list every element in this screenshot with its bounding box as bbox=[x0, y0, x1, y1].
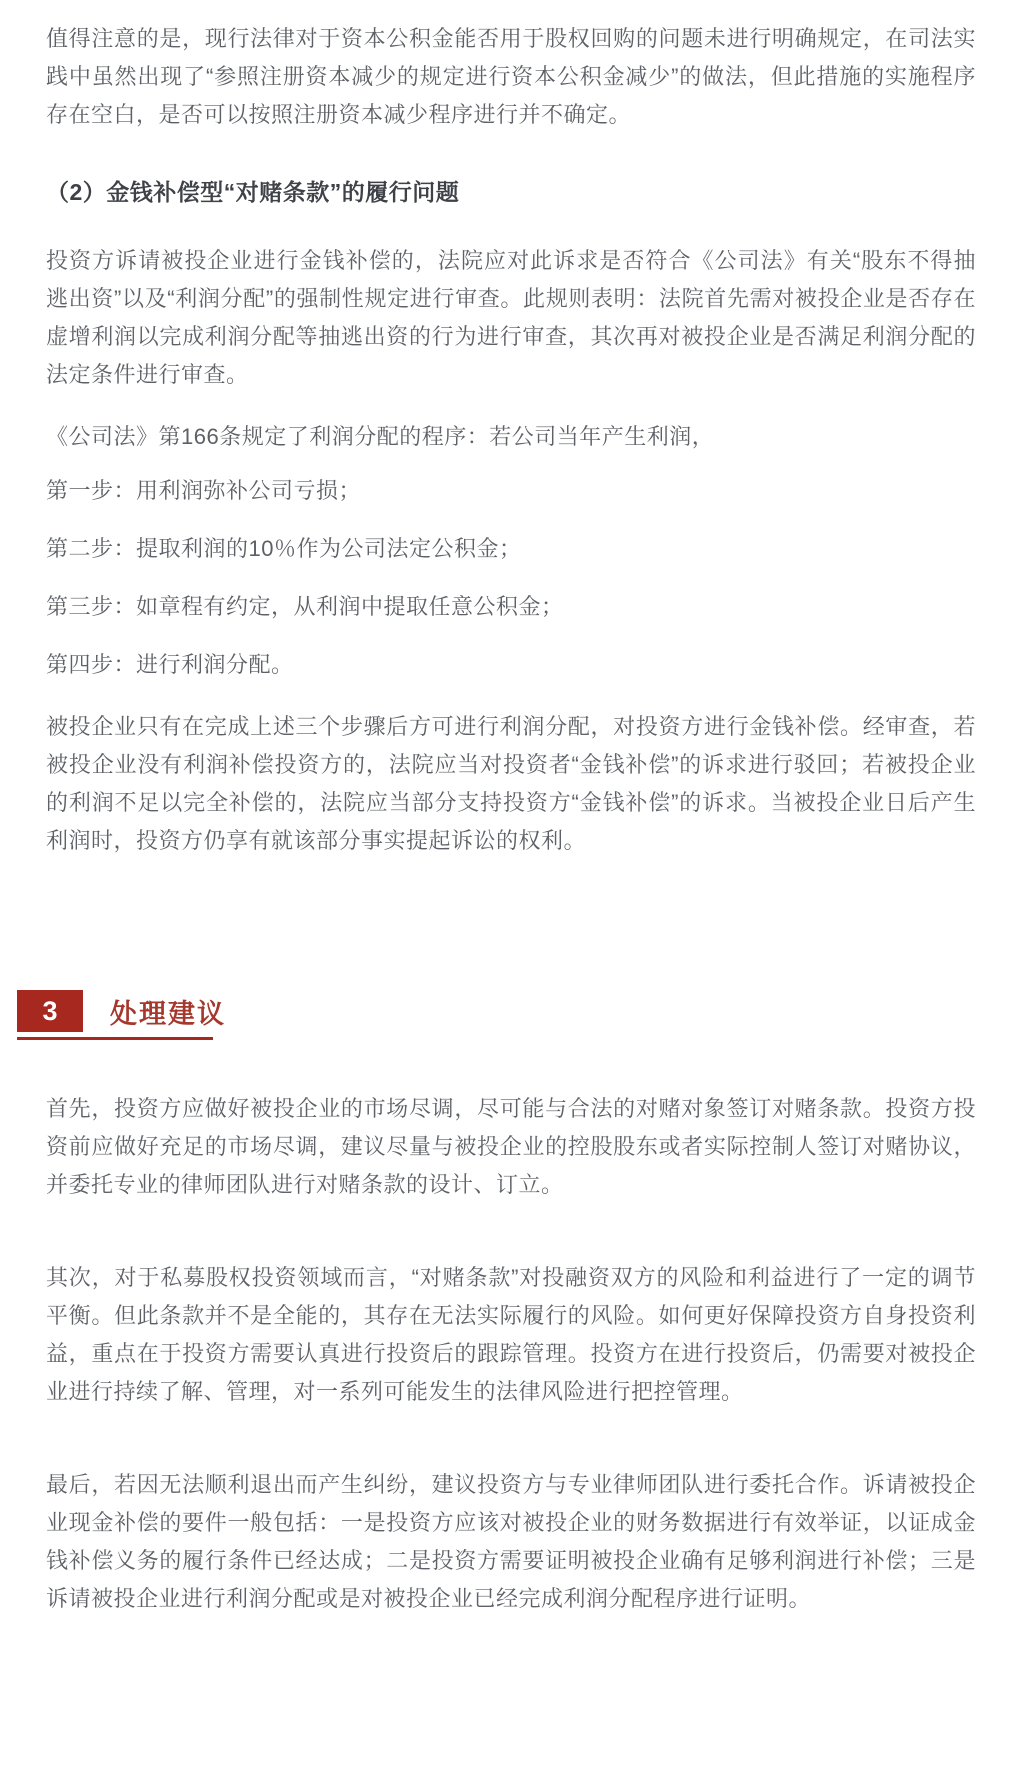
step-item-2: 第二步：提取利润的10％作为公司法定公积金； bbox=[46, 536, 522, 561]
section-title-underline bbox=[17, 1037, 213, 1040]
step-item-4: 第四步：进行利润分配。 bbox=[46, 652, 294, 677]
paragraph-advice-second: 其次，对于私募股权投资领域而言，“对赌条款”对投融资双方的风险和利益进行了一定的调节平衡。但此条款并不是全能的，其存在无法实际履行的风险。如何更好保障投资方自身投资利益，重点在于投资方需要认真进行投资后的跟踪管理。投资方在进行投资后，仍需要对被投企业进行持续了解、管理，对一系列可能发生的法律风险进行把控管理。 bbox=[46, 1265, 976, 1404]
step-item-3: 第三步：如章程有约定，从利润中提取任意公积金； bbox=[46, 594, 564, 619]
paragraph-advice-first: 首先，投资方应做好被投企业的市场尽调，尽可能与合法的对赌对象签订对赌条款。投资方投资前应做好充足的市场尽调，建议尽量与被投企业的控股股东或者实际控制人签订对赌协议，并委托专业的律师团队进行对赌条款的设计、订立。 bbox=[46, 1096, 976, 1197]
paragraph-court-review: 投资方诉请被投企业进行金钱补偿的，法院应对此诉求是否符合《公司法》有关“股东不得抽逃出资”以及“利润分配”的强制性规定进行审查。此规则表明：法院首先需对被投企业是否存在虚增利润以完成利润分配等抽逃出资的行为进行审查，其次再对被投企业是否满足利润分配的法定条件进行审查。 bbox=[46, 248, 976, 387]
section-header-advice bbox=[17, 990, 976, 1040]
section-number-badge: 3 bbox=[17, 990, 83, 1032]
section-title: 处理建议 bbox=[110, 998, 226, 1029]
subsection-heading-money-compensation: （2）金钱补偿型“对赌条款”的履行问题 bbox=[46, 179, 460, 205]
paragraph-advice-last: 最后，若因无法顺利退出而产生纠纷，建议投资方与专业律师团队进行委托合作。诉请被投企业现金补偿的要件一般包括：一是投资方应该对被投企业的财务数据进行有效举证，以证成金钱补偿义务的履行条件已经达成；二是投资方需要证明被投企业确有足够利润进行补偿；三是诉请被投企业进行利润分配或是对被投企业已经完成利润分配程序进行证明。 bbox=[46, 1472, 976, 1611]
step-item-1: 第一步：用利润弥补公司亏损； bbox=[46, 478, 362, 503]
paragraph-company-law-166: 《公司法》第166条规定了利润分配的程序：若公司当年产生利润， bbox=[46, 424, 715, 449]
paragraph-capital-reserve: 值得注意的是，现行法律对于资本公积金能否用于股权回购的问题未进行明确规定，在司法实践中虽然出现了“参照注册资本减少的规定进行资本公积金减少”的做法，但此措施的实施程序存在空白，是否可以按照注册资本减少程序进行并不确定。 bbox=[46, 26, 976, 127]
paragraph-profit-distribution: 被投企业只有在完成上述三个步骤后方可进行利润分配，对投资方进行金钱补偿。经审查，若被投企业没有利润补偿投资方的，法院应当对投资者“金钱补偿”的诉求进行驳回；若被投企业的利润不足以完全补偿的，法院应当部分支持投资方“金钱补偿”的诉求。当被投企业日后产生利润时，投资方仍享有就该部分事实提起诉讼的权利。 bbox=[46, 714, 976, 853]
